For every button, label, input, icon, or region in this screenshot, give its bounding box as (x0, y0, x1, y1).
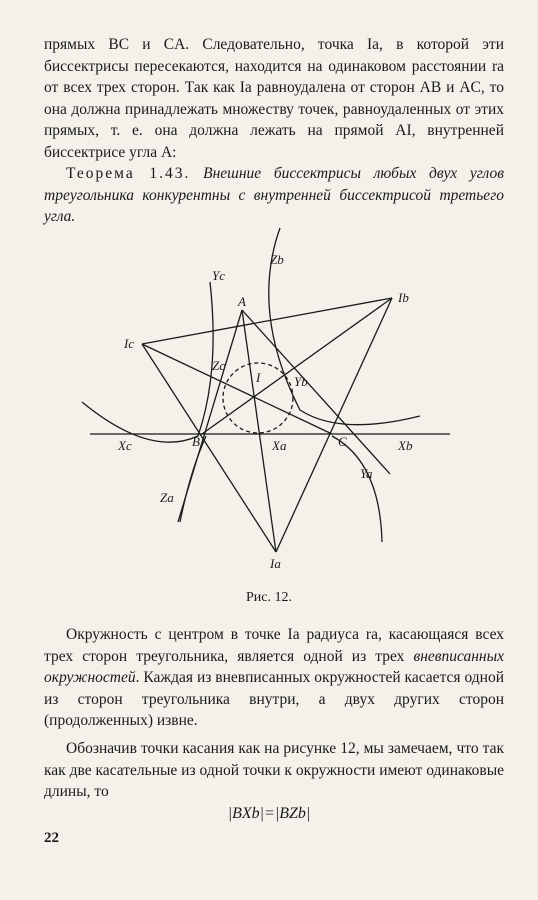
label-ia: Ia (270, 556, 281, 571)
figure-12 (80, 222, 460, 582)
label-yc: Yc (212, 268, 225, 283)
formula: |BXb|=|BZb| (227, 805, 311, 822)
label-xa: Xa (272, 438, 287, 453)
para2-text-after: . Каждая из вневписанных окружностей касается одной из сторон треугольника внутри, а двух других сторон (продолженных) извне. (44, 669, 504, 729)
label-ic: Ic (124, 336, 135, 351)
label-zc: Zc (212, 358, 225, 373)
label-i: I (256, 370, 261, 385)
intro-paragraph (44, 34, 504, 163)
line-ac (242, 310, 390, 474)
page-number: 22 (44, 830, 59, 846)
para2-text-before: Окружность с центром в точке Ia радиуса ra, касающаяся всех трех сторон треугольника, является одной из трех (44, 626, 504, 665)
line-ib-b (202, 298, 392, 434)
label-xc: Xc (118, 438, 132, 453)
label-xb: Xb (398, 438, 413, 453)
excircles-diagram (80, 222, 460, 582)
excircle-b-arc (269, 228, 420, 425)
label-c: C (338, 434, 347, 449)
theorem-label: Теорема 1.43. (66, 165, 191, 182)
intro-text: прямых BC и CA. Следовательно, точка Ia, в которой эти биссектрисы пересекаются, находится на одинаковом расстоянии ra от всех трех сторон. Так как Ia равноудалена от сторон AB и AC, то она должна принадлежать множеству точек, равноудаленных от этих прямых, т. е. она должна лежать на прямой AI, внутренней биссектрисе угла A: (44, 36, 504, 161)
line-ib-ia (276, 298, 392, 552)
para3-text: Обозначив точки касания как на рисунке 12, мы замечаем, что так как две касательные из одной точки к окружности имеют одинаковые длины, то (44, 740, 504, 800)
label-yb: Yb (294, 374, 308, 389)
label-a: A (238, 294, 246, 309)
excircle-paragraph (44, 624, 504, 732)
tangent-paragraph (44, 738, 504, 803)
excircle-c-arc (82, 282, 213, 442)
figure-caption: Рис. 12. (246, 590, 292, 605)
label-ib: Ib (398, 290, 409, 305)
label-ya: Ya (360, 466, 373, 481)
label-b: B (192, 434, 200, 449)
para2-emphasis: вневписанных окружностей (44, 647, 504, 686)
theorem-paragraph (44, 163, 504, 228)
label-zb: Zb (270, 252, 284, 267)
figure-labels (117, 252, 413, 571)
label-za: Za (160, 490, 174, 505)
theorem-text: Внешние биссектрисы любых двух углов треугольника конкурентны с внутренней биссектрисой третьего угла. (44, 165, 504, 225)
